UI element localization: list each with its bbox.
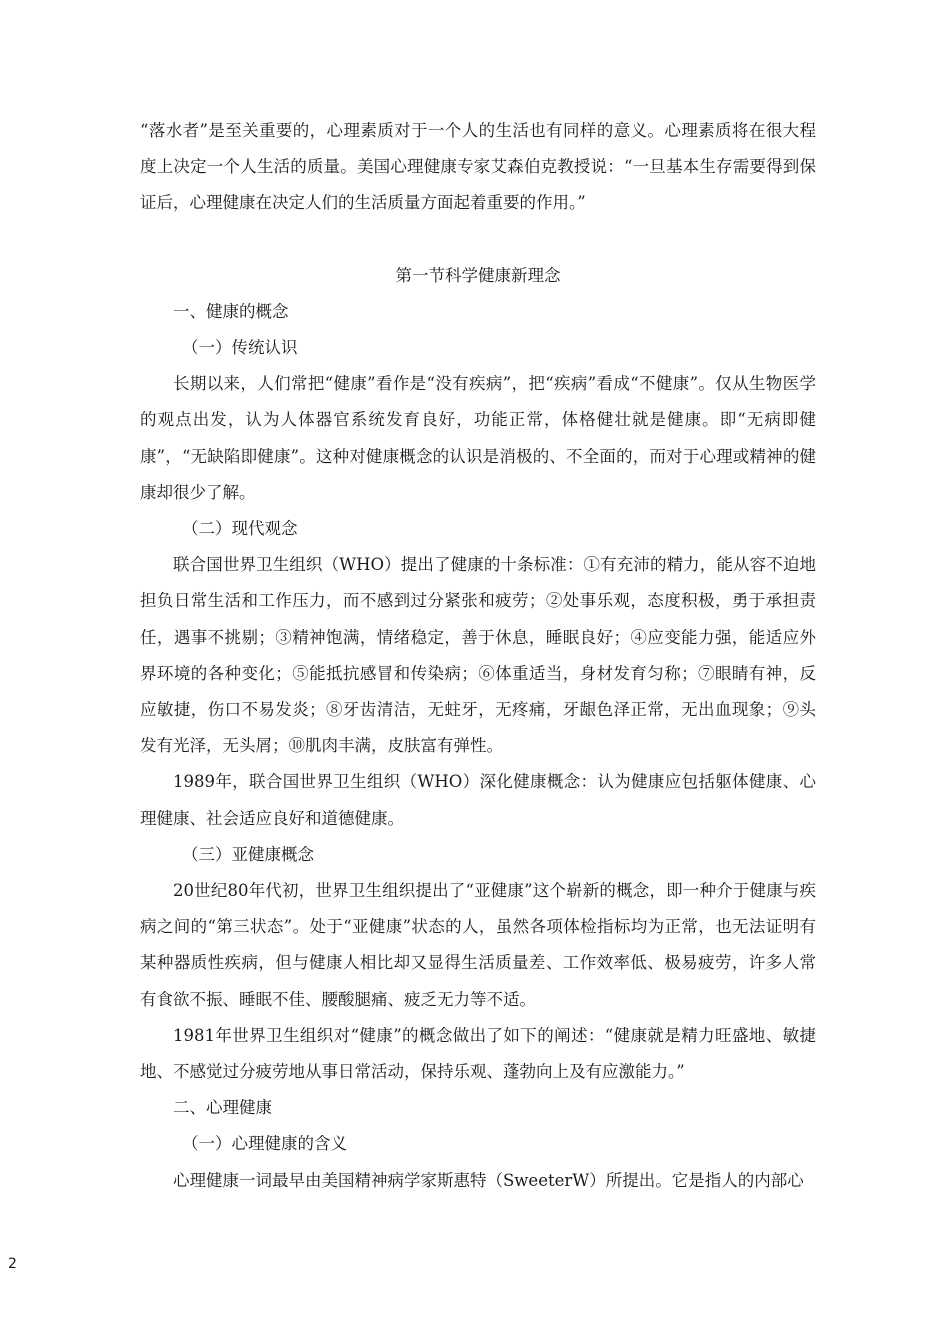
heading-health-concept: 一、健康的概念	[173, 301, 289, 321]
section-title: 第一节科学健康新理念	[395, 265, 561, 285]
document-page	[140, 113, 816, 1199]
subheading-modern: （二）现代观念	[182, 519, 298, 539]
paragraph-1989: 1989年，联合国世界卫生组织（WHO）深化健康概念：认为健康应包括躯体健康、心理健康、社会适应良好和道德健康。	[140, 772, 816, 828]
paragraph-subhealth: 20世纪80年代初，世界卫生组织提出了“亚健康”这个崭新的概念，即一种介于健康与疾病之间的“第三状态”。处于“亚健康”状态的人，虽然各项体检指标均为正常，也无法证明有某种器质性疾病，但与健康人相比却又显得生活质量差、工作效率低、极易疲劳，许多人常有食欲不振、睡眠不佳、腰酸腿痛、疲乏无力等不适。	[140, 881, 816, 1009]
subheading-mental-health-meaning: （一）心理健康的含义	[182, 1134, 347, 1154]
intro-paragraph: “落水者”是至关重要的，心理素质对于一个人的生活也有同样的意义。心理素质将在很大程度上决定一个人生活的质量。美国心理健康专家艾森伯克教授说：“一旦基本生存需要得到保证后，心理健康在决定人们的生活质量方面起着重要的作用。”	[140, 121, 816, 213]
page-number: 2	[8, 1256, 17, 1272]
paragraph-mental-health: 心理健康一词最早由美国精神病学家斯惠特（SweeterW）所提出。它是指人的内部心	[173, 1170, 804, 1190]
subheading-traditional: （一）传统认识	[182, 338, 298, 358]
paragraph-1981: 1981年世界卫生组织对“健康”的概念做出了如下的阐述：“健康就是精力旺盛地、敏捷地、不感觉过分疲劳地从事日常活动，保持乐观、蓬勃向上及有应激能力。”	[140, 1025, 816, 1082]
subheading-subhealth: （三）亚健康概念	[182, 844, 314, 864]
heading-mental-health: 二、心理健康	[173, 1098, 272, 1118]
paragraph-traditional: 长期以来，人们常把“健康”看作是“没有疾病”，把“疾病”看成“不健康”。仅从生物医学的观点出发，认为人体器官系统发育良好，功能正常，体格健壮就是健康。即“无病即健康”，“无缺陷即健康”。这种对健康概念的认识是消极的、不全面的，而对于心理或精神的健康却很少了解。	[140, 374, 816, 502]
paragraph-who-standards: 联合国世界卫生组织（WHO）提出了健康的十条标准：①有充沛的精力，能从容不迫地担负日常生活和工作压力，而不感到过分紧张和疲劳；②处事乐观，态度积极，勇于承担责任，遇事不挑剔；③精神饱满，情绪稳定，善于休息，睡眠良好；④应变能力强，能适应外界环境的各种变化；⑤能抵抗感冒和传染病；⑥体重适当，身材发育匀称；⑦眼睛有神，反应敏捷，伤口不易发炎；⑧牙齿清洁，无蛀牙，无疼痛，牙龈色泽正常，无出血现象；⑨头发有光泽，无头屑；⑩肌肉丰满，皮肤富有弹性。	[140, 555, 816, 756]
